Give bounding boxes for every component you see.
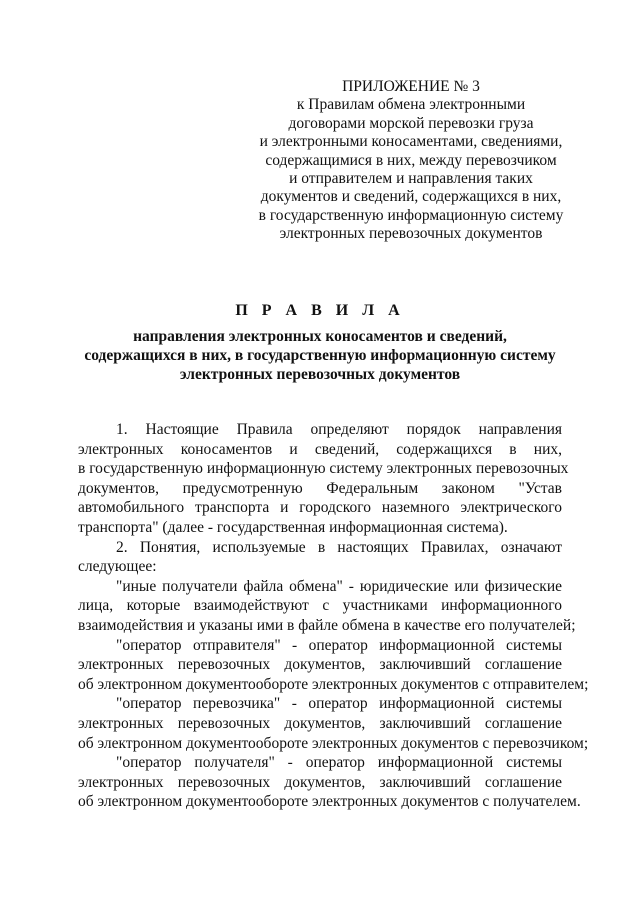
- text-line: электронных коносаментов и сведений, содержащихся в них,: [78, 440, 562, 458]
- text-line: транспорта" (далее - государственная информационная система).: [78, 518, 508, 536]
- definition-recipient-operator: [78, 753, 581, 812]
- text-line: электронных перевозочных документов, заключивший соглашение: [78, 714, 562, 732]
- text-line: документов, предусмотренную Федеральным законом "Устав: [78, 479, 562, 497]
- text-line: об электронном документообороте электронных документов с отправителем;: [78, 675, 589, 693]
- text-line: "иные получатели файла обмена" - юридические или физические: [116, 577, 562, 595]
- text-line: 1. Настоящие Правила определяют порядок направления: [116, 421, 562, 438]
- subtitle-line: направления электронных коносаментов и сведений,: [133, 328, 507, 345]
- subtitle-line: электронных перевозочных документов: [179, 366, 461, 383]
- appendix-line: содержащимися в них, между перевозчиком: [265, 151, 557, 169]
- paragraph-2: [78, 538, 562, 577]
- appendix-header: [252, 78, 570, 244]
- text-line: "оператор перевозчика" - оператор информационной системы: [116, 695, 562, 713]
- text-line: "оператор отправителя" - оператор информационной системы: [116, 636, 562, 654]
- text-line: электронных перевозочных документов, заключивший соглашение: [78, 656, 562, 674]
- definition-carrier-operator: [78, 694, 589, 753]
- document-subtitle: [60, 327, 580, 384]
- text-line: автомобильного транспорта и городского наземного электрического: [78, 499, 562, 517]
- appendix-line: и отправителем и направления таких: [289, 170, 533, 188]
- appendix-title: ПРИЛОЖЕНИЕ № 3: [342, 78, 480, 95]
- text-line: об электронном документообороте электронных документов с перевозчиком;: [78, 734, 589, 752]
- text-line: электронных перевозочных документов, заключивший соглашение: [78, 773, 562, 791]
- text-line: об электронном документообороте электронных документов с получателем.: [78, 793, 581, 811]
- appendix-line: к Правилам обмена электронными: [296, 96, 526, 114]
- document-title: П Р А В И Л А: [235, 302, 405, 319]
- definition-other-recipients: [78, 577, 576, 636]
- text-line: "оператор получателя" - оператор информационной системы: [116, 754, 562, 772]
- appendix-line: договорами морской перевозки груза: [288, 114, 534, 132]
- appendix-line: электронных перевозочных документов: [279, 225, 543, 243]
- appendix-line: документов и сведений, содержащихся в них,: [260, 188, 562, 206]
- text-line: лица, которые взаимодействуют с участниками информационного: [78, 597, 562, 615]
- text-line: в государственную информационную систему электронных перевозочных: [78, 460, 569, 478]
- document-body: [78, 420, 589, 812]
- text-line: 2. Понятия, используемые в настоящих Правилах, означают: [116, 538, 562, 556]
- text-line: следующее:: [78, 558, 157, 576]
- text-line: взаимодействия и указаны ими в файле обмена в качестве его получателей;: [78, 616, 576, 634]
- subtitle-line: содержащихся в них, в государственную информационную систему: [84, 347, 556, 364]
- paragraph-1: [78, 420, 569, 538]
- appendix-line: в государственную информационную систему: [258, 206, 564, 224]
- definition-sender-operator: [78, 636, 589, 695]
- appendix-line: и электронными коносаментами, сведениями,: [259, 133, 563, 151]
